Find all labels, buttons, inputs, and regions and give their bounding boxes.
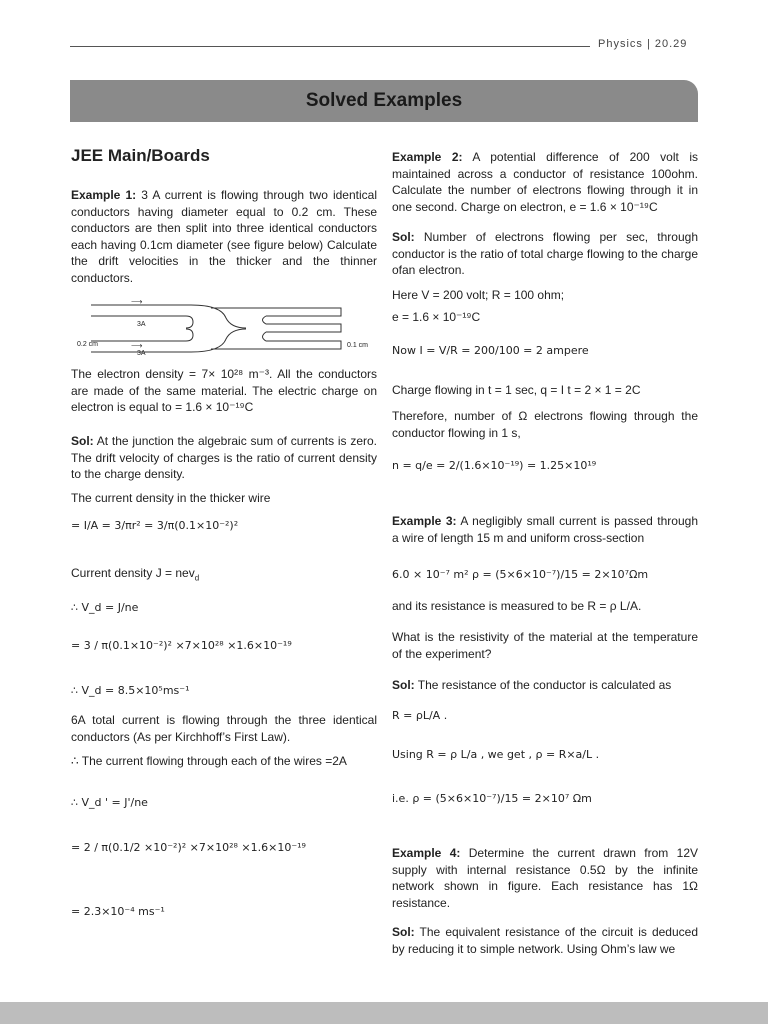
example-4-label: Example 4:	[392, 846, 461, 860]
total-current-paragraph: 6A total current is flowing through the three identical conductors (As per Kirchhoff’s First Law).	[71, 713, 377, 744]
resistance-text: and its resistance is measured to be R = ρ L/A.	[392, 599, 642, 613]
equation-current-density: = I/A = 3/πr² = 3/π(0.1×10⁻²)²	[71, 519, 239, 532]
equation-using: Using R = ρ L/a , we get , ρ = R×a/L .	[392, 748, 600, 761]
equation-j-text: Current density J = nev	[71, 566, 195, 580]
example-4	[392, 845, 698, 911]
density-paragraph: The electron density = 7× 10²⁸ m⁻³. All the conductors are made of the same material. The electric charge on electron is equal to = 1.6 × 10⁻¹⁹C	[71, 367, 377, 414]
fig-right-diameter: 0.1 cm	[347, 342, 369, 349]
equation-r: R = ρL/A .	[392, 709, 448, 722]
solution-3	[392, 677, 698, 694]
equation-vd-result: ∴ V_d = 8.5×10⁵ms⁻¹	[71, 684, 190, 697]
example-2-text: A potential difference of 200 volt is maintained across a conductor of resistance 100ohm. Calculate the number of electrons flowing through it in one second. Charge on electron, e = 1.6 × 10⁻¹⁹C	[392, 150, 698, 214]
equation-n: n = q/e = 2/(1.6×10⁻¹⁹) = 1.25×10¹⁹	[392, 459, 597, 472]
example-1-text: 3 A current is flowing through two identical conductors having diameter equal to 0.2 cm. These conductors are then split into three identical conductors each having 0.1cm diameter (see figure below) Calculate the drift velocities in the thicker and the thinner conductors.	[71, 188, 377, 285]
example-1-label: Example 1:	[71, 188, 137, 202]
example-2-label: Example 2:	[392, 150, 463, 164]
solution-2	[392, 229, 698, 279]
footer-bar	[0, 1002, 768, 1024]
example-3-text: A negligibly small current is passed through a wire of length 15 m and uniform cross-section	[392, 514, 698, 545]
electron-charge: e = 1.6 × 10⁻¹⁹C	[392, 310, 481, 324]
fig-left-diameter: 0.2 cm	[77, 341, 99, 348]
equation-rho-1: 6.0 × 10⁻⁷ m² ρ = (5×6×10⁻⁷)/15 = 2×10⁷Ωm	[392, 568, 649, 581]
example-3	[392, 513, 698, 546]
equation-vd-prime-result: = 2.3×10⁻⁴ ms⁻¹	[71, 905, 165, 918]
solution-3-label: Sol:	[392, 678, 415, 692]
equation-vd-prime: ∴ V_d ' = J'/ne	[71, 796, 148, 809]
given-values: Here V = 200 volt; R = 100 ohm;	[392, 288, 565, 302]
solution-2-text: Number of electrons flowing per sec, through conductor is the ratio of total charge flowing to the charge ofan electron.	[392, 230, 698, 277]
solution-4-text: The equivalent resistance of the circuit is deduced by reducing it to simple network. Using Ohm’s law we	[392, 925, 698, 956]
wire-diagram	[71, 300, 377, 358]
svg-text:⟶: ⟶	[131, 341, 143, 350]
solution-1-label: Sol:	[71, 434, 94, 448]
example-2	[392, 149, 698, 215]
example-4-text: Determine the current drawn from 12V supply with internal resistance 0.5Ω by the infinite network shown in figure. Each resistance has 1Ω resistance.	[392, 846, 699, 910]
equation-j	[71, 565, 377, 587]
each-wire-text: ∴ The current flowing through each of the wires =2A	[71, 754, 347, 768]
section-banner	[70, 80, 698, 122]
charge-flowing: Charge flowing in t = 1 sec, q = I t = 2 × 1 = 2C	[392, 383, 641, 397]
solution-4	[392, 924, 698, 957]
solution-2-label: Sol:	[392, 230, 415, 244]
equation-vd-formula: ∴ V_d = J/ne	[71, 601, 139, 614]
equation-vd-substitution: = 3 / π(0.1×10⁻²)² ×7×10²⁸ ×1.6×10⁻¹⁹	[71, 639, 292, 652]
fig-top-current: 3A	[137, 321, 146, 328]
thicker-wire-text: The current density in the thicker wire	[71, 491, 271, 505]
therefore-paragraph: Therefore, number of Ω electrons flowing through the conductor flowing in 1 s,	[392, 409, 698, 440]
conductor-figure	[71, 300, 377, 358]
banner-title: Solved Examples	[305, 90, 463, 111]
example-3-label: Example 3:	[392, 514, 457, 528]
equation-j-sub: d	[194, 573, 200, 583]
solution-1	[71, 433, 377, 483]
solution-3-text: The resistance of the conductor is calculated as	[414, 678, 672, 692]
equation-rho-2: i.e. ρ = (5×6×10⁻⁷)/15 = 2×10⁷ Ωm	[392, 792, 592, 805]
solution-4-label: Sol:	[392, 925, 415, 939]
equation-current: Now I = V/R = 200/100 = 2 ampere	[392, 344, 589, 357]
equation-vd-prime-substitution: = 2 / π(0.1/2 ×10⁻²)² ×7×10²⁸ ×1.6×10⁻¹⁹	[71, 841, 306, 854]
running-header: Physics | 20.29	[598, 38, 688, 50]
question-text: What is the resistivity of the material at the temperature of the experiment?	[392, 630, 698, 661]
solution-1-text: At the junction the algebraic sum of currents is zero. The drift velocity of charges is the ratio of current density to the charge density.	[71, 434, 377, 481]
fig-bottom-current: 3A	[137, 350, 146, 357]
header-rule	[70, 46, 590, 47]
section-heading: JEE Main/Boards	[71, 146, 210, 165]
svg-text:⟶: ⟶	[131, 300, 143, 306]
example-1	[71, 187, 377, 286]
